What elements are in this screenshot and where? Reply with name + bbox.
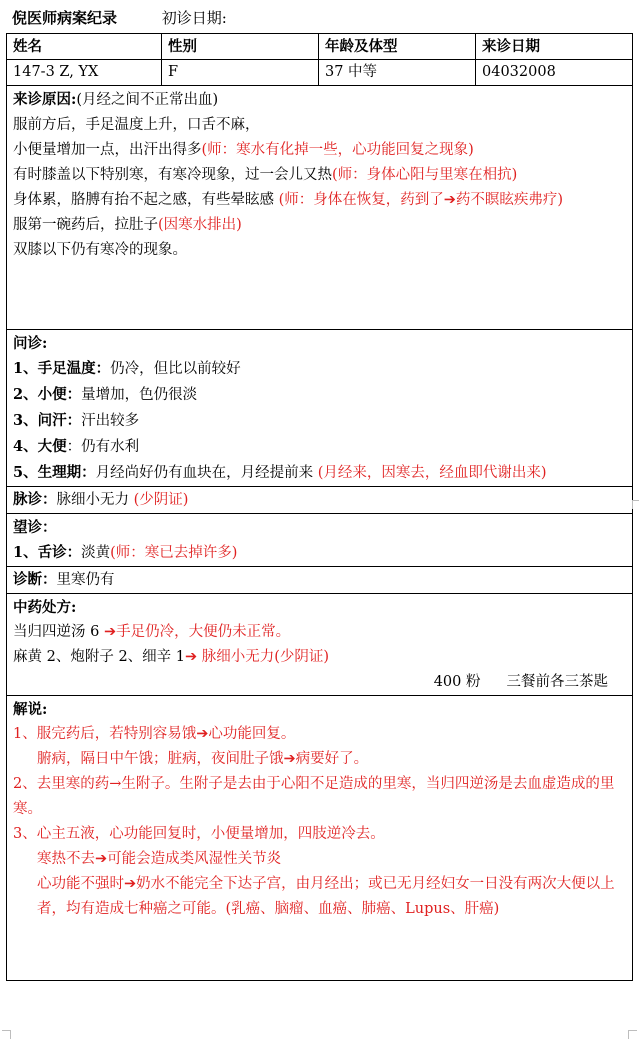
complaint-line-2 [13, 138, 626, 163]
tongue-exam-text: 淡黄 [81, 545, 111, 561]
visit-date-value: 04032008 [476, 60, 633, 86]
prescription-note-1: ➔手足仍冷，大便仍未正常。 [103, 624, 291, 640]
explanation-item-3c: 心功能不强时➔奶水不能完全下达子宫，由月经出；或已无月经妇女一日没有两次大便以上者，均有造成七种癌之可能。(乳癌、脑瘤、血癌、肺癌、Lupus、肝癌) [37, 876, 615, 917]
record-title: 倪医师病案纪录 [12, 9, 118, 27]
dose-amount: 400 粉 [433, 674, 481, 690]
dose-usage: 三餐前各三茶匙 [506, 674, 608, 690]
complaint-line-5-note: (因寒水排出) [158, 217, 242, 233]
inquiry-section [7, 330, 633, 487]
info-header-row [7, 34, 633, 60]
explanation-section [7, 696, 633, 981]
name-value: 147-3 Z, YX [7, 60, 162, 86]
inquiry-item-1 [13, 356, 626, 382]
prescription-title: 中药处方: [13, 599, 77, 616]
inquiry-item-1-label: 1、手足温度： [13, 360, 111, 377]
margin-mark [632, 500, 639, 509]
inquiry-item-3-label: 3、问汗： [13, 412, 82, 429]
complaint-section [7, 86, 633, 330]
complaint-line-5 [13, 213, 626, 238]
diagnosis-title: 诊断： [13, 571, 57, 588]
pulse-note: (少阴证) [133, 492, 189, 508]
margin-mark [628, 1030, 637, 1039]
dosage-line [13, 670, 626, 695]
explanation-item-2: 2、去里寒的药→生附子。生附子是去由于心阳不足造成的里寒，当归四逆汤是去血虚造成的里寒。 [13, 776, 615, 817]
info-value-row [7, 60, 633, 86]
visit-date-header: 来诊日期 [476, 34, 633, 60]
diagnosis-text: 里寒仍有 [56, 572, 115, 588]
prescription-line-2 [13, 645, 626, 670]
inquiry-item-2-label: 2、小便： [13, 386, 82, 403]
inquiry-item-4-label: 4、大便 [13, 438, 67, 455]
inquiry-title: 问诊: [13, 335, 48, 352]
margin-mark [2, 1030, 11, 1039]
complaint-line-3-note: (师：身体心阳与里寒在相抗) [332, 167, 518, 183]
tongue-exam-note: (师：寒已去掉许多) [110, 545, 238, 561]
prescription-line-1 [13, 620, 626, 645]
explanation-item-1: 1、服完药后，若特别容易饿➔心功能回复。 [13, 726, 296, 742]
inspection-section [7, 514, 633, 567]
case-record-table [6, 33, 633, 981]
explanation-item-3: 3、心主五液，心功能回复时，小便量增加，四肢逆冷去。 [13, 826, 385, 842]
inquiry-item-4-text: ：仍有水利 [66, 439, 140, 455]
inquiry-item-5-label: 5、生理期： [13, 464, 96, 481]
complaint-line-6: 双膝以下仍有寒冷的现象。 [13, 242, 187, 258]
complaint-title: 来诊原因: [13, 91, 77, 108]
inquiry-item-2-text: 量增加，色仍很淡 [81, 387, 198, 403]
prescription-formula-1: 当归四逆汤 6 [13, 624, 104, 640]
age-build-value: 37 中等 [319, 60, 476, 86]
complaint-line-4 [13, 188, 626, 213]
explanation-title: 解说: [13, 701, 48, 718]
complaint-title-line [13, 87, 626, 113]
prescription-section [7, 594, 633, 696]
pulse-section [7, 487, 633, 514]
first-visit-date-label: 初诊日期: [161, 9, 227, 27]
inquiry-item-4 [13, 434, 626, 460]
complaint-line-3-text: 有时膝盖以下特别寒，有寒冷现象，过一会儿又热 [13, 167, 332, 183]
pulse-text: 脉细小无力 [56, 492, 134, 508]
explanation-item-3b: 寒热不去➔可能会造成类风湿性关节炎 [37, 851, 282, 867]
explanation-item-1b: 腑病，隔日中午饿；脏病，夜间肚子饿➔病要好了。 [37, 751, 369, 767]
tongue-exam-label: 1、舌诊： [13, 544, 82, 561]
record-header [12, 8, 227, 28]
sex-value: F [162, 60, 319, 86]
sex-header: 性别 [162, 34, 319, 60]
complaint-title-note: (月经之间不正常出血) [76, 92, 219, 108]
name-header: 姓名 [7, 34, 162, 60]
inquiry-item-1-text: 仍冷，但比以前较好 [110, 361, 241, 377]
inquiry-item-5-text: 月经尚好仍有血块在，月经提前来 [95, 465, 318, 481]
complaint-line-3 [13, 163, 626, 188]
inquiry-item-5-note: (月经来，因寒去，经血即代谢出来) [317, 465, 547, 481]
complaint-line-4-text: 身体累，胳膊有抬不起之感，有些晕眩感 [13, 192, 279, 208]
inspection-title: 望诊： [13, 519, 57, 536]
diagnosis-section [7, 567, 633, 594]
inquiry-item-2 [13, 382, 626, 408]
prescription-note-2: ➔ 脉细小无力(少阴证) [185, 649, 330, 665]
tongue-exam-line [13, 540, 626, 566]
complaint-line-4-note: (师：身体在恢复，药到了➔药不瞑眩疾弗疗) [278, 192, 564, 208]
complaint-line-2-note: (师：寒水有化掉一些，心功能回复之现象) [201, 142, 474, 158]
inquiry-item-3-text: 汗出较多 [81, 413, 140, 429]
inquiry-item-3 [13, 408, 626, 434]
prescription-formula-2: 麻黄 2、炮附子 2、细辛 1 [13, 649, 186, 665]
age-build-header: 年龄及体型 [319, 34, 476, 60]
pulse-title: 脉诊： [13, 491, 57, 508]
inquiry-item-5 [13, 460, 626, 486]
complaint-line-5-text: 服第一碗药后，拉肚子 [13, 217, 158, 233]
complaint-line-2-text: 小便量增加一点，出汗出得多 [13, 142, 202, 158]
complaint-line-1: 服前方后，手足温度上升，口舌不麻， [13, 117, 260, 133]
